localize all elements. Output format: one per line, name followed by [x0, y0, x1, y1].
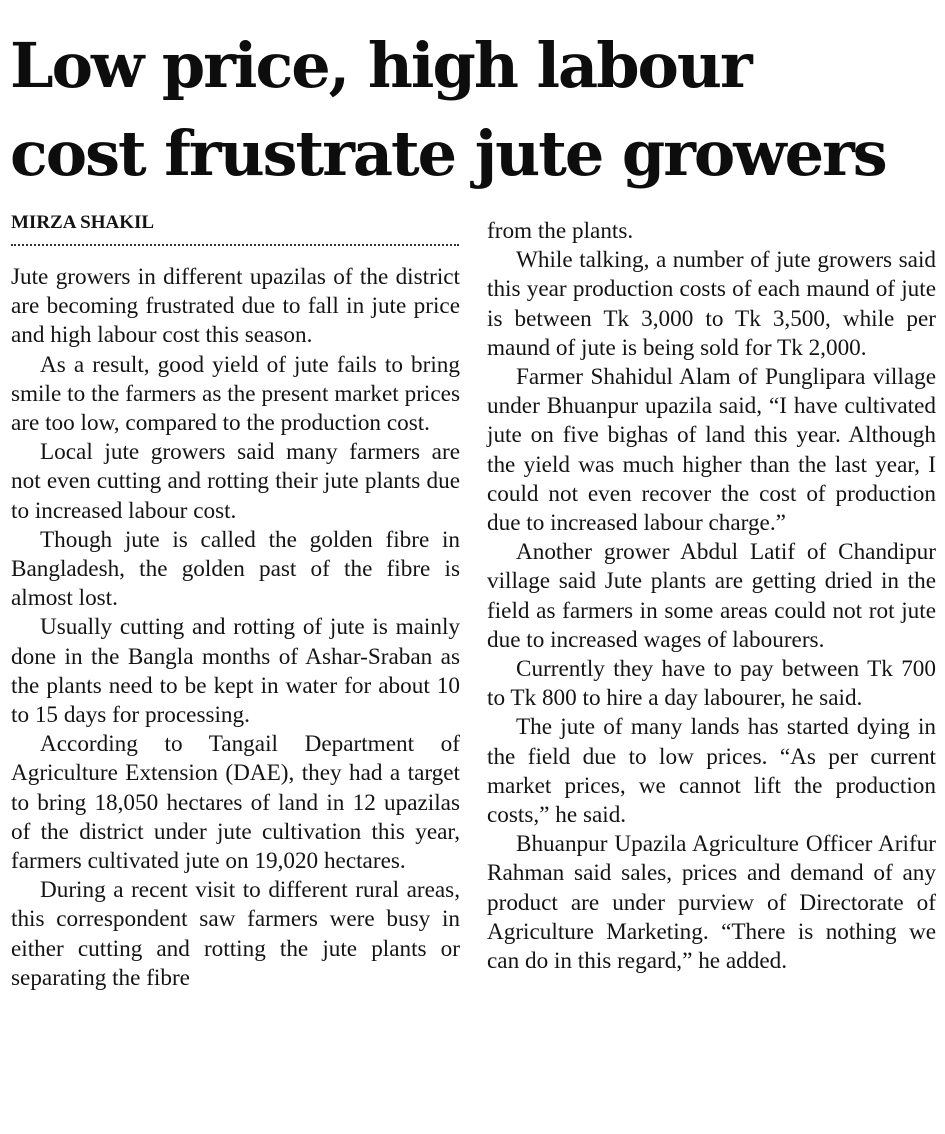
paragraph-continuation: from the plants. — [487, 218, 634, 244]
paragraph: Another grower Abdul Latif of Chandipur village said Jute plants are getting dried in the field as farmers in some areas could not rot jute due to increased wages of labourers. — [487, 539, 936, 653]
paragraph: While talking, a number of jute growers said this year production costs of each maund of jute is between Tk 3,000 to Tk 3,500, while per maund of jute is being sold for Tk 2,000. — [487, 247, 936, 361]
article-column-right — [487, 217, 936, 976]
headline-line-1: Low price, high labour — [10, 29, 751, 102]
headline-line-2: cost frustrate jute growers — [10, 117, 886, 190]
paragraph: Usually cutting and rotting of jute is mainly done in the Bangla months of Ashar-Sraban as the plants need to be kept in water for about 10 to 15 days for processing. — [11, 614, 460, 729]
paragraph: The jute of many lands has started dying in the field due to low prices. “As per current market prices, we cannot lift the production costs,” he said. — [487, 714, 936, 829]
paragraph: According to Tangail Department of Agriculture Extension (DAE), they had a target to bring 18,050 hectares of land in 12 upazilas of the district under jute cultivation this year, farmers cultivated jute on 19,020 hectares. — [11, 731, 460, 875]
paragraph: Though jute is called the golden fibre in Bangladesh, the golden past of the fibre is almost lost. — [11, 526, 460, 612]
headline — [10, 22, 940, 198]
paragraph: During a recent visit to different rural areas, this correspondent saw farmers were busy in either cutting and rotting the jute plants or separating the fibre — [11, 877, 460, 991]
paragraph: Bhuanpur Upazila Agriculture Officer Arifur Rahman said sales, prices and demand of any product are under purview of Directorate of Agriculture Marketing. “There is nothing we can do in this regard,” he added. — [487, 831, 936, 975]
byline: MIRZA SHAKIL — [11, 210, 459, 246]
article-column-left — [11, 263, 460, 993]
paragraph: Local jute growers said many farmers are not even cutting and rotting their jute plants due to increased labour cost. — [11, 439, 460, 524]
paragraph: As a result, good yield of jute fails to bring smile to the farmers as the present market prices are too low, compared to the production cost. — [11, 351, 460, 437]
paragraph: Currently they have to pay between Tk 700 to Tk 800 to hire a day labourer, he said. — [487, 656, 936, 712]
paragraph: Jute growers in different upazilas of the district are becoming frustrated due to fall in jute price and high labour cost this season. — [11, 264, 460, 349]
paragraph: Farmer Shahidul Alam of Punglipara village under Bhuanpur upazila said, “I have cultivated jute on five bighas of land this year. Although the yield was much higher than the last year, I could not even recover the cost of production due to increased labour charge.” — [487, 364, 936, 537]
